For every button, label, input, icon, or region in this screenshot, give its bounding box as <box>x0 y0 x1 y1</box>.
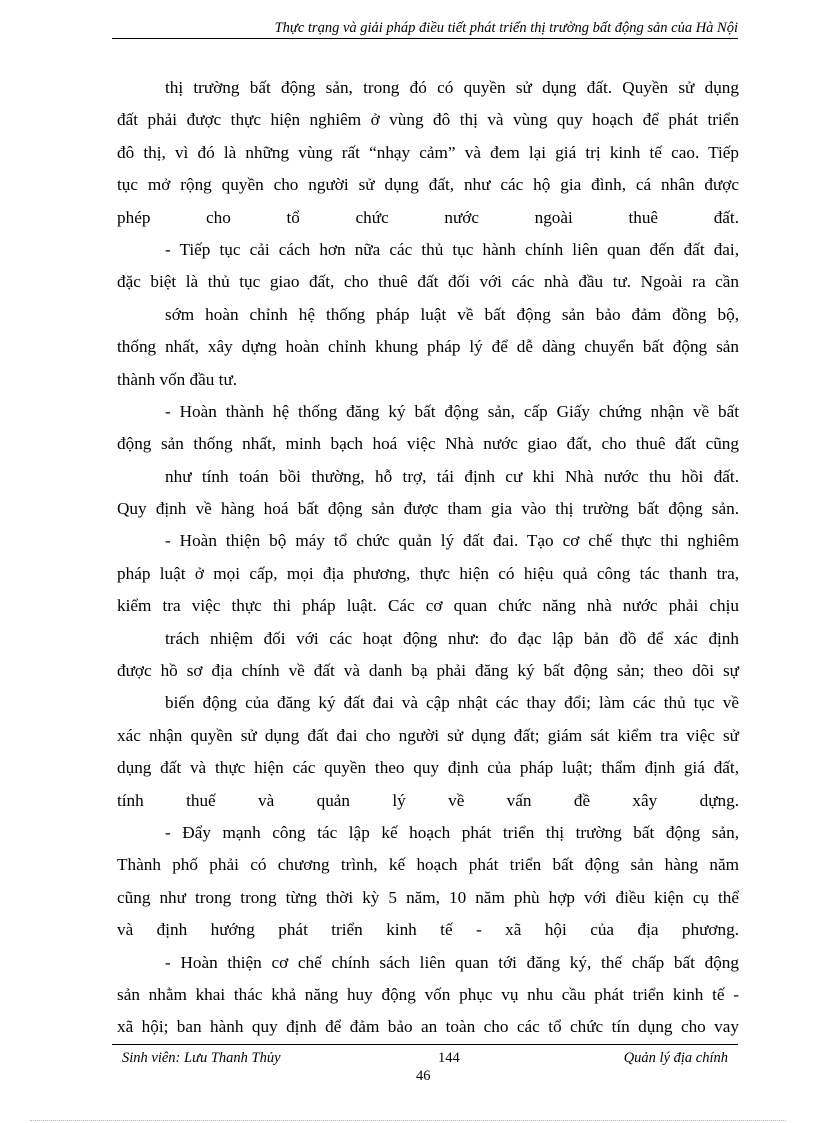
page-header-title: Thực trạng và giải pháp điều tiết phát triển thị trường bất động sản của Hà Nội <box>274 20 738 36</box>
text-line: thành vốn đầu tư. <box>117 369 238 389</box>
text-line: - Tiếp tục cải cách hơn nữa các thủ tục hành chính liên quan đến đất đai, <box>165 239 739 259</box>
text-line: phép cho tổ chức nước ngoài thuê đất. <box>117 207 739 227</box>
header-divider <box>112 38 738 39</box>
footer-department: Quản lý địa chính <box>623 1050 728 1066</box>
text-line: xác nhận quyền sử dụng đất đai cho người sử dụng đất; giám sát kiểm tra việc sử <box>117 725 739 745</box>
text-line: biến động của đăng ký đất đai và cập nhật các thay đổi; làm các thủ tục về <box>165 693 739 713</box>
body-text <box>117 72 739 1044</box>
text-line: - Đẩy mạnh công tác lập kế hoạch phát triển thị trường bất động sản, <box>165 822 739 842</box>
footer-student: Sinh viên: Lưu Thanh Thủy <box>122 1050 281 1066</box>
page-number: 46 <box>416 1068 431 1084</box>
text-line: tục mở rộng quyền cho người sử dụng đất, như các hộ gia đình, cá nhân được <box>117 175 739 195</box>
text-line: cũng như trong trong từng thời kỳ 5 năm, 10 năm phù hợp với điều kiện cụ thể <box>117 887 739 907</box>
text-line: Thành phố phải có chương trình, kế hoạch phát triển bất động sản hàng năm <box>117 855 739 875</box>
text-line: pháp luật ở mọi cấp, mọi địa phương, thực hiện có hiệu quả công tác thanh tra, <box>117 563 739 583</box>
text-line: - Hoàn thiện cơ chế chính sách liên quan tới đăng ký, thế chấp bất động <box>165 952 739 972</box>
text-line: thị trường bất động sản, trong đó có quyền sử dụng đất. Quyền sử dụng <box>165 78 739 97</box>
text-line: trách nhiệm đối với các hoạt động như: đo đạc lập bản đồ để xác định <box>165 628 739 648</box>
text-line: đất phải được thực hiện nghiêm ở vùng đô thị và vùng quy hoạch để phát triển <box>117 110 739 130</box>
text-line: được hồ sơ địa chính về đất và danh bạ phải đăng ký bất động sản; theo dõi sự <box>117 661 739 681</box>
text-line: đô thị, vì đó là những vùng rất “nhạy cảm” và đem lại giá trị kinh tế cao. Tiếp <box>117 142 739 162</box>
text-line: dụng đất và thực hiện các quyền theo quy định của pháp luật; thẩm định giá đất, <box>117 758 739 778</box>
text-line: sớm hoàn chỉnh hệ thống pháp luật về bất động sản bảo đảm đồng bộ, <box>165 304 739 324</box>
text-line: - Hoàn thành hệ thống đăng ký bất động sản, cấp Giấy chứng nhận về bất <box>165 401 739 421</box>
text-line: kiểm tra việc thực thi pháp luật. Các cơ quan chức năng nhà nước phải chịu <box>117 596 739 616</box>
text-line: động sản thống nhất, minh bạch hoá việc Nhà nước giao đất, cho thuê đất cũng <box>117 434 739 454</box>
text-line: sản nhằm khai thác khả năng huy động vốn phục vụ nhu cầu phát triển kinh tế - <box>117 984 739 1004</box>
footer-divider <box>112 1044 738 1045</box>
text-line: như tính toán bồi thường, hỗ trợ, tái định cư khi Nhà nước thu hồi đất. <box>165 466 739 486</box>
text-line: tính thuế và quản lý về vấn đề xây dựng. <box>117 790 739 810</box>
text-line: thống nhất, xây dựng hoàn chỉnh khung pháp lý để dễ dàng chuyển bất động sản <box>117 337 739 357</box>
text-line: và định hướng phát triển kinh tế - xã hội của địa phương. <box>117 920 739 940</box>
page-bottom-border <box>30 1120 786 1121</box>
footer-center-page: 144 <box>438 1050 460 1066</box>
text-line: - Hoàn thiện bộ máy tổ chức quản lý đất đai. Tạo cơ chế thực thi nghiêm <box>165 531 739 551</box>
text-line: đặc biệt là thủ tục giao đất, cho thuê đất đối với các nhà đầu tư. Ngoài ra cần <box>117 272 739 292</box>
text-line: Quy định về hàng hoá bất động sản được tham gia vào thị trường bất động sản. <box>117 499 739 519</box>
text-line: xã hội; ban hành quy định để đảm bảo an toàn cho các tổ chức tín dụng cho vay <box>117 1017 739 1037</box>
